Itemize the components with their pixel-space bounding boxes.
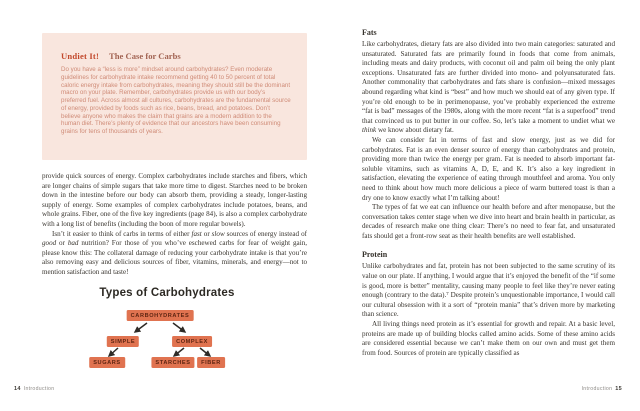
body-paragraph: Isn’t it easier to think of carbs in terms of either fast or slow sources of energy instead of good or bad nutrition? For those of you who’ve eschewed carbs for fear of weight gain, please know this: The collateral damage of reducing your carbohydrate intake is that you’re also removing easy and delicious sources of fiber, vitamins, minerals, and energy—not to mention satisfaction and taste! xyxy=(42,229,307,276)
callout-heading xyxy=(61,47,291,61)
diagram-node-sugars: SUGARS xyxy=(89,357,125,368)
callout-title: Undiet It! xyxy=(61,51,100,61)
chapter-label: Introduction xyxy=(581,386,613,392)
body-paragraph: provide quick sources of energy. Complex carbohydrates include starches and fibers, which are longer chains of simple sugars that take more time to digest. Starches need to be broken down in the intestine before our body can absorb them, providing a steady, longer-lasting supply of energy. Some examples of complex carbohydrates include potatoes, beans, and whole grains. Fiber, one of the five key ingredients (page 84), is also a complex carbohydrate with a long list of benefits (including the boon of more regular bowels). xyxy=(42,172,307,228)
section-heading-fats: Fats xyxy=(362,28,377,37)
body-paragraph: Like carbohydrates, dietary fats are also divided into two main categories: saturated and unsaturated. Saturated fats are primarily found in foods that come from animals, including meats and dairy products, with coconut oil and palm oil being the only plant exceptions. Unsaturated fats are further divided into mono- and polyunsaturated fats. Another commonality that carbohydrates and fats share is confusion—mixed messages abound regarding what kind is “best” and how much we should eat of any given type. If you’re old enough to be in perimenopause, you’ve probably experienced the extreme “fat is bad” messages of the 1980s, along with the more recent “fat is a superfood” trend that convinced us to put butter in our coffee. So, let’s take a moment to undiet what we think we know about dietary fat. xyxy=(362,40,615,135)
diagram-node-starches: STARCHES xyxy=(151,357,194,368)
body-paragraph: We can consider fat in terms of fast and slow energy, just as we did for carbohydrates. Fat is an even denser source of energy than carbohydrates and protein, providing more than twice the energy per gram. Fat is needed to absorb important fat-soluble vitamins, such as vitamins A, D, E, and K. It’s also a key ingredient in satisfaction, elevating the experience of eating through mouthfeel and aroma. You only need to think about how much more delicious a piece of warm buttered toast is than a dry one to know exactly what I’m talking about! xyxy=(362,135,615,202)
page-footer-right xyxy=(582,386,622,392)
diagram-node-carbohydrates: CARBOHYDRATES xyxy=(127,310,194,321)
diagram-node-fiber: FIBER xyxy=(197,357,225,368)
page-number: 14 xyxy=(14,386,21,392)
body-paragraph: All living things need protein as it’s essential for growth and repair. At a basic level, proteins are made up of building blocks called amino acids. Some of these amino acids are considered essential because we can’t make them on our own and must get them from food. Sources of protein are typically classified as xyxy=(362,320,615,357)
left-body-text xyxy=(42,172,307,278)
right-body-text xyxy=(362,28,615,358)
page-footer-left xyxy=(14,386,54,392)
section-heading-protein: Protein xyxy=(362,250,388,260)
callout-body-text: Do you have a “less is more” mindset around carbohydrates? Even moderate guidelines for carbohydrate intake recommend getting 40 to 50 percent of total caloric energy intake from carbohydrates, meaning they should still be the dominant macro on your plate. Remember, carbohydrates provide us with our body’s preferred fuel. Across almost all cultures, carbohydrates are the fundamental source of energy, provided by foods such as rice, beans, bread, and potatoes. Don’t believe anyone who makes the claim that grains are a modern addition to the human diet. There’s plenty of evidence that our ancestors have been consuming grains for tens of thousands of years. xyxy=(61,66,291,135)
callout-subtitle: The Case for Carbs xyxy=(109,51,181,61)
diagram-arrows xyxy=(80,305,240,375)
page-number: 15 xyxy=(615,386,622,392)
diagram-title: Types of Carbohydrates xyxy=(99,287,235,299)
chapter-label: Introduction xyxy=(23,386,55,392)
body-paragraph: Unlike carbohydrates and fat, protein has not been subjected to the same scrutiny of its value on our plate. If anything, I would argue that it’s enjoyed the benefit of the “if some is good, more is better” mentality, causing many people to feel like they’re never eating enough (contrary to the data).⁷ Despite protein’s unquestionable importance, I would call our cultural obsession with it a sort of “protein mania” that’s driven more by marketing than science. xyxy=(362,262,615,319)
diagram-node-complex: COMPLEX xyxy=(172,336,212,347)
diagram-node-simple: SIMPLE xyxy=(107,336,139,347)
callout-box xyxy=(42,33,307,160)
body-paragraph: The types of fat we eat can influence our health before and after menopause, but the conversation takes center stage when we dive into heart and brain health in particular, as decades of research make one thing clear: There’s no need to fear fat, and unsaturated fats should get a front-row seat as their health benefits are well established. xyxy=(362,203,615,240)
